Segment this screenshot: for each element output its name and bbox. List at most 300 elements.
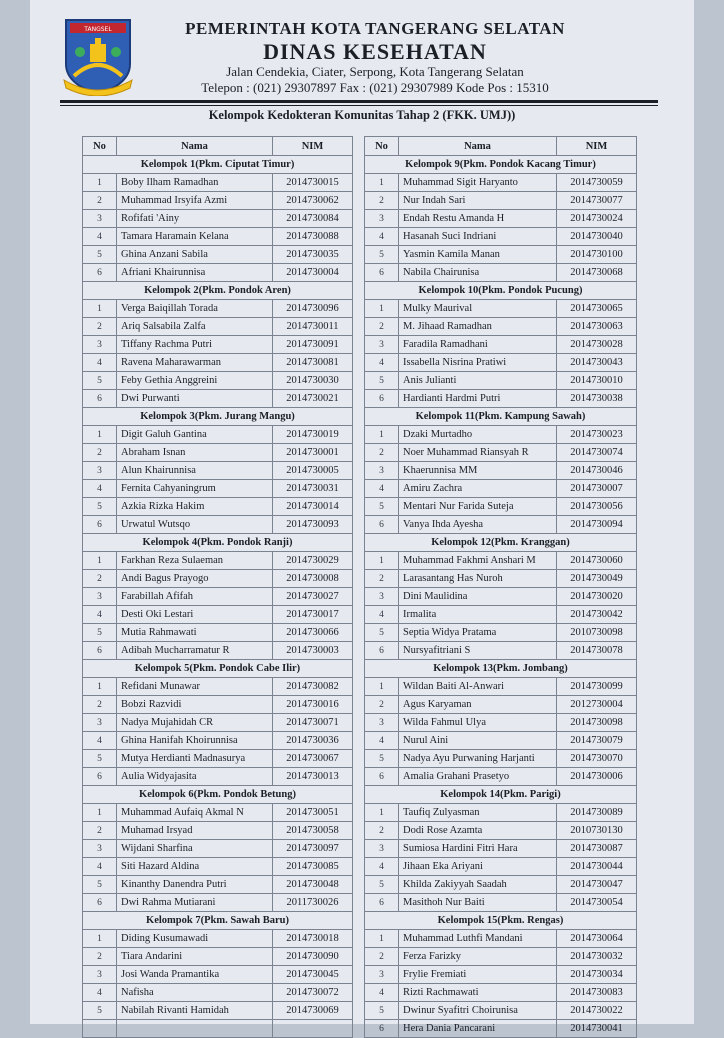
table-row — [83, 930, 353, 948]
cell-nama: Desti Oki Lestari — [117, 606, 273, 624]
cell-nama: Endah Restu Amanda H — [399, 210, 557, 228]
group-table-left — [82, 136, 352, 1038]
cell-nim: 2014730064 — [557, 930, 637, 948]
cell-nim: 2014730077 — [557, 192, 637, 210]
cell-no: 6 — [365, 390, 399, 408]
cell-no: 2 — [83, 696, 117, 714]
cell-no: 1 — [365, 426, 399, 444]
cell-nama: Yasmin Kamila Manan — [399, 246, 557, 264]
cell-nim: 2014730079 — [557, 732, 637, 750]
table-row — [365, 984, 637, 1002]
cell-nim — [273, 1020, 353, 1038]
table-row — [365, 876, 637, 894]
cell-nama: Taufiq Zulyasman — [399, 804, 557, 822]
group-title-row — [365, 282, 637, 300]
table-row — [83, 606, 353, 624]
cell-nim: 2014730071 — [273, 714, 353, 732]
column-header-nim: NIM — [273, 137, 353, 156]
table-row — [365, 354, 637, 372]
table-row — [83, 966, 353, 984]
cell-nim: 2014730029 — [273, 552, 353, 570]
column-header-nama: Nama — [399, 137, 557, 156]
cell-nama: Dwi Purwanti — [117, 390, 273, 408]
group-title: Kelompok 4(Pkm. Pondok Ranji) — [83, 534, 353, 552]
cell-no: 2 — [83, 192, 117, 210]
cell-nim: 2014730091 — [273, 336, 353, 354]
cell-nama: Digit Galuh Gantina — [117, 426, 273, 444]
table-row — [365, 930, 637, 948]
cell-no: 4 — [83, 858, 117, 876]
cell-nama: Kinanthy Danendra Putri — [117, 876, 273, 894]
table-row — [83, 822, 353, 840]
city-logo-emblem — [60, 14, 136, 96]
cell-no: 1 — [83, 678, 117, 696]
cell-nim: 2014730045 — [273, 966, 353, 984]
document-title: Kelompok Kedokteran Komunitas Tahap 2 (FKK. UMJ)) — [208, 108, 516, 122]
cell-no: 2 — [365, 192, 399, 210]
cell-nama: Vanya Ihda Ayesha — [399, 516, 557, 534]
letterhead — [140, 18, 610, 96]
table-row — [365, 552, 637, 570]
table-row — [83, 300, 353, 318]
cell-no: 3 — [83, 966, 117, 984]
table-row — [365, 444, 637, 462]
cell-nama: Verga Baiqillah Torada — [117, 300, 273, 318]
cell-no: 5 — [83, 750, 117, 768]
table-header-row — [365, 137, 637, 156]
cell-no: 2 — [83, 822, 117, 840]
table-row — [83, 948, 353, 966]
table-row — [83, 390, 353, 408]
table-row — [83, 426, 353, 444]
table-row — [365, 624, 637, 642]
cell-nim: 2014730020 — [557, 588, 637, 606]
table-row — [83, 174, 353, 192]
cell-nama: Nursyafitriani S — [399, 642, 557, 660]
table-row — [83, 840, 353, 858]
table-row — [83, 264, 353, 282]
cell-nama: Dodi Rose Azamta — [399, 822, 557, 840]
group-title: Kelompok 9(Pkm. Pondok Kacang Timur) — [365, 156, 637, 174]
cell-nama: Siti Hazard Aldina — [117, 858, 273, 876]
cell-nama: Muhammad Aufaiq Akmal N — [117, 804, 273, 822]
cell-nama: Nur Indah Sari — [399, 192, 557, 210]
cell-nama: Irmalita — [399, 606, 557, 624]
cell-no: 5 — [365, 1002, 399, 1020]
cell-no: 3 — [83, 210, 117, 228]
cell-nim: 2014730060 — [557, 552, 637, 570]
table-row — [83, 246, 353, 264]
table-row — [83, 714, 353, 732]
cell-nim: 2014730067 — [273, 750, 353, 768]
svg-text:TANGSEL: TANGSEL — [84, 26, 112, 33]
cell-no: 3 — [83, 714, 117, 732]
cell-nama: Diding Kusumawadi — [117, 930, 273, 948]
table-row — [365, 714, 637, 732]
group-title-row — [83, 534, 353, 552]
table-row — [83, 552, 353, 570]
cell-nama: Mentari Nur Farida Suteja — [399, 498, 557, 516]
cell-nama: Frylie Fremiati — [399, 966, 557, 984]
table-row — [83, 570, 353, 588]
cell-no: 5 — [83, 1002, 117, 1020]
cell-no: 4 — [365, 858, 399, 876]
table-row — [365, 174, 637, 192]
cell-nama: Rizti Rachmawati — [399, 984, 557, 1002]
group-table-right — [364, 136, 636, 1038]
cell-no: 3 — [365, 588, 399, 606]
cell-no: 4 — [365, 984, 399, 1002]
table-row — [83, 894, 353, 912]
cell-nim: 2014730082 — [273, 678, 353, 696]
cell-nim: 2014730063 — [557, 318, 637, 336]
cell-nama: Larasantang Has Nuroh — [399, 570, 557, 588]
cell-no: 5 — [365, 246, 399, 264]
cell-nim: 2014730044 — [557, 858, 637, 876]
cell-nama: Refidani Munawar — [117, 678, 273, 696]
cell-nim: 2014730096 — [273, 300, 353, 318]
group-title: Kelompok 14(Pkm. Parigi) — [365, 786, 637, 804]
cell-nama: Tiara Andarini — [117, 948, 273, 966]
cell-nama: Septia Widya Pratama — [399, 624, 557, 642]
cell-nim: 2014730065 — [557, 300, 637, 318]
cell-nama: Dini Maulidina — [399, 588, 557, 606]
cell-no: 5 — [365, 624, 399, 642]
cell-no: 6 — [83, 264, 117, 282]
cell-nim: 2014730003 — [273, 642, 353, 660]
cell-nim: 2014730062 — [273, 192, 353, 210]
cell-nama: Sumiosa Hardini Fitri Hara — [399, 840, 557, 858]
cell-nama: Ghina Hanifah Khoirunnisa — [117, 732, 273, 750]
cell-nama: Issabella Nisrina Pratiwi — [399, 354, 557, 372]
table-row — [83, 624, 353, 642]
cell-nim: 2014730027 — [273, 588, 353, 606]
group-title: Kelompok 15(Pkm. Rengas) — [365, 912, 637, 930]
table-row — [83, 678, 353, 696]
cell-no: 3 — [365, 966, 399, 984]
cell-no: 4 — [365, 228, 399, 246]
cell-no: 2 — [83, 948, 117, 966]
cell-no: 3 — [365, 840, 399, 858]
cell-nama: Amalia Grahani Prasetyo — [399, 768, 557, 786]
table-row — [365, 804, 637, 822]
cell-no: 3 — [365, 210, 399, 228]
table-row — [83, 192, 353, 210]
cell-no: 1 — [365, 678, 399, 696]
table-row — [83, 732, 353, 750]
cell-no: 5 — [83, 246, 117, 264]
cell-no: 1 — [83, 174, 117, 192]
group-title-row — [365, 534, 637, 552]
cell-nama: Muhammad Irsyifa Azmi — [117, 192, 273, 210]
cell-nim: 2014730032 — [557, 948, 637, 966]
cell-nim: 2014730010 — [557, 372, 637, 390]
group-title-row — [365, 156, 637, 174]
table-row — [365, 372, 637, 390]
cell-nama: Wijdani Sharfina — [117, 840, 273, 858]
cell-nim: 2014730023 — [557, 426, 637, 444]
cell-no: 3 — [365, 714, 399, 732]
cell-nama: Amiru Zachra — [399, 480, 557, 498]
cell-nim: 2014730090 — [273, 948, 353, 966]
cell-nim: 2014730006 — [557, 768, 637, 786]
cell-nim: 2014730004 — [273, 264, 353, 282]
cell-nim: 2014730030 — [273, 372, 353, 390]
cell-no: 1 — [365, 930, 399, 948]
group-title-row — [83, 912, 353, 930]
cell-nama: Boby Ilham Ramadhan — [117, 174, 273, 192]
cell-nama: Josi Wanda Pramantika — [117, 966, 273, 984]
cell-nama: Nafisha — [117, 984, 273, 1002]
table-row — [83, 804, 353, 822]
group-title: Kelompok 5(Pkm. Pondok Cabe Ilir) — [83, 660, 353, 678]
cell-no: 6 — [83, 642, 117, 660]
cell-nim: 2014730046 — [557, 462, 637, 480]
cell-no — [83, 1020, 117, 1038]
group-title-row — [83, 408, 353, 426]
cell-nim: 2010730130 — [557, 822, 637, 840]
cell-no: 1 — [83, 552, 117, 570]
group-title-row — [365, 912, 637, 930]
cell-nim: 2014730056 — [557, 498, 637, 516]
table-row — [365, 516, 637, 534]
cell-nim: 2014730035 — [273, 246, 353, 264]
cell-nim: 2014730100 — [557, 246, 637, 264]
group-title-row — [83, 282, 353, 300]
cell-nama: Masithoh Nur Baiti — [399, 894, 557, 912]
cell-no: 3 — [365, 462, 399, 480]
cell-nama: Feby Gethia Anggreini — [117, 372, 273, 390]
cell-nim: 2014730024 — [557, 210, 637, 228]
cell-nama: Muhamad Irsyad — [117, 822, 273, 840]
cell-nim: 2014730018 — [273, 930, 353, 948]
table-row — [83, 768, 353, 786]
cell-nim: 2014730031 — [273, 480, 353, 498]
cell-nim: 2014730059 — [557, 174, 637, 192]
cell-no: 1 — [83, 300, 117, 318]
cell-nama: Urwatul Wutsqo — [117, 516, 273, 534]
cell-nim: 2014730040 — [557, 228, 637, 246]
column-header-no: No — [83, 137, 117, 156]
cell-nim: 2014730041 — [557, 1020, 637, 1038]
cell-nama: Nabila Chairunisa — [399, 264, 557, 282]
cell-nama: Tamara Haramain Kelana — [117, 228, 273, 246]
cell-nim: 2014730088 — [273, 228, 353, 246]
cell-nama: Jihaan Eka Ariyani — [399, 858, 557, 876]
cell-no: 1 — [83, 930, 117, 948]
cell-nama: Ravena Maharawarman — [117, 354, 273, 372]
cell-nim: 2014730089 — [557, 804, 637, 822]
cell-nama: Dzaki Murtadho — [399, 426, 557, 444]
cell-nim: 2014730021 — [273, 390, 353, 408]
cell-no: 4 — [83, 354, 117, 372]
table-row — [365, 1020, 637, 1038]
cell-nim: 2014730019 — [273, 426, 353, 444]
cell-no: 6 — [365, 516, 399, 534]
cell-nama: Nadya Ayu Purwaning Harjanti — [399, 750, 557, 768]
group-title-row — [83, 156, 353, 174]
table-row — [365, 228, 637, 246]
cell-nim: 2014730005 — [273, 462, 353, 480]
cell-nim: 2014730036 — [273, 732, 353, 750]
cell-nim: 2014730049 — [557, 570, 637, 588]
cell-nama: Andi Bagus Prayogo — [117, 570, 273, 588]
agency-address: Jalan Cendekia, Ciater, Serpong, Kota Tangerang Selatan — [226, 64, 524, 79]
cell-nim: 2014730085 — [273, 858, 353, 876]
cell-nim: 2014730099 — [557, 678, 637, 696]
cell-nama: Bobzi Razvidi — [117, 696, 273, 714]
table-row — [83, 642, 353, 660]
cell-no: 2 — [365, 822, 399, 840]
table-row — [83, 1020, 353, 1038]
cell-nama: Afriani Khairunnisa — [117, 264, 273, 282]
cell-no: 2 — [365, 696, 399, 714]
table-row — [365, 588, 637, 606]
cell-nama: Agus Karyaman — [399, 696, 557, 714]
cell-no: 3 — [83, 588, 117, 606]
cell-no: 6 — [365, 768, 399, 786]
table-row — [83, 1002, 353, 1020]
cell-nim: 2014730083 — [557, 984, 637, 1002]
cell-nim: 2014730084 — [273, 210, 353, 228]
table-row — [365, 858, 637, 876]
table-row — [83, 372, 353, 390]
cell-no: 5 — [365, 876, 399, 894]
group-title: Kelompok 10(Pkm. Pondok Pucung) — [365, 282, 637, 300]
table-row — [365, 678, 637, 696]
cell-nama: Farkhan Reza Sulaeman — [117, 552, 273, 570]
cell-nim: 2014730008 — [273, 570, 353, 588]
cell-nim: 2014730047 — [557, 876, 637, 894]
cell-nim: 2014730078 — [557, 642, 637, 660]
cell-no: 4 — [365, 480, 399, 498]
cell-nama: Wilda Fahmul Ulya — [399, 714, 557, 732]
cell-nim: 2014730074 — [557, 444, 637, 462]
cell-nim: 2014730066 — [273, 624, 353, 642]
table-row — [365, 318, 637, 336]
group-title: Kelompok 2(Pkm. Pondok Aren) — [83, 282, 353, 300]
group-title: Kelompok 1(Pkm. Ciputat Timur) — [83, 156, 353, 174]
cell-no: 4 — [83, 732, 117, 750]
cell-no: 1 — [83, 426, 117, 444]
cell-no: 1 — [365, 804, 399, 822]
table-row — [83, 876, 353, 894]
cell-no: 1 — [83, 804, 117, 822]
cell-no: 2 — [365, 570, 399, 588]
cell-nama: Nadya Mujahidah CR — [117, 714, 273, 732]
group-title: Kelompok 11(Pkm. Kampung Sawah) — [365, 408, 637, 426]
table-row — [83, 498, 353, 516]
cell-no: 2 — [365, 318, 399, 336]
table-row — [83, 588, 353, 606]
cell-nama: Mutya Herdianti Madnasurya — [117, 750, 273, 768]
table-row — [83, 516, 353, 534]
table-row — [83, 984, 353, 1002]
cell-nama: Farabillah Afifah — [117, 588, 273, 606]
cell-nim: 2014730011 — [273, 318, 353, 336]
table-row — [365, 300, 637, 318]
table-row — [83, 444, 353, 462]
cell-nama: Mulky Maurival — [399, 300, 557, 318]
cell-nama: Rofifati 'Ainy — [117, 210, 273, 228]
group-title-row — [83, 660, 353, 678]
cell-no: 2 — [365, 948, 399, 966]
table-row — [365, 390, 637, 408]
table-row — [365, 606, 637, 624]
group-title: Kelompok 7(Pkm. Sawah Baru) — [83, 912, 353, 930]
letterhead-rule-thick — [60, 100, 658, 103]
cell-nama: Abraham Isnan — [117, 444, 273, 462]
cell-nim: 2014730097 — [273, 840, 353, 858]
cell-nama: Ariq Salsabila Zalfa — [117, 318, 273, 336]
cell-no: 2 — [83, 318, 117, 336]
cell-nim: 2014730038 — [557, 390, 637, 408]
cell-nim: 2014730098 — [557, 714, 637, 732]
cell-no: 5 — [83, 876, 117, 894]
group-title: Kelompok 13(Pkm. Jombang) — [365, 660, 637, 678]
cell-nim: 2014730072 — [273, 984, 353, 1002]
cell-no: 4 — [365, 606, 399, 624]
table-row — [365, 192, 637, 210]
cell-nama: Tiffany Rachma Putri — [117, 336, 273, 354]
cell-nim: 2014730068 — [557, 264, 637, 282]
cell-nim: 2014730016 — [273, 696, 353, 714]
cell-nama: Dwinur Syafitri Choirunisa — [399, 1002, 557, 1020]
table-row — [83, 462, 353, 480]
column-header-nama: Nama — [117, 137, 273, 156]
cell-nama: Faradila Ramadhani — [399, 336, 557, 354]
table-row — [365, 696, 637, 714]
cell-no: 3 — [83, 840, 117, 858]
cell-nim: 2014730094 — [557, 516, 637, 534]
group-title-row — [365, 660, 637, 678]
cell-no: 5 — [365, 498, 399, 516]
cell-no: 6 — [365, 642, 399, 660]
cell-no: 4 — [83, 480, 117, 498]
table-row — [83, 228, 353, 246]
table-row — [365, 426, 637, 444]
cell-nim: 2014730058 — [273, 822, 353, 840]
cell-no: 6 — [365, 264, 399, 282]
table-row — [83, 318, 353, 336]
cell-nim: 2014730007 — [557, 480, 637, 498]
cell-nama: Adibah Mucharramatur R — [117, 642, 273, 660]
column-header-nim: NIM — [557, 137, 637, 156]
cell-no: 2 — [83, 570, 117, 588]
cell-nim: 2014730093 — [273, 516, 353, 534]
cell-nim: 2014730028 — [557, 336, 637, 354]
cell-no: 2 — [365, 444, 399, 462]
cell-nim: 2014730017 — [273, 606, 353, 624]
cell-no: 5 — [365, 750, 399, 768]
table-row — [365, 822, 637, 840]
cell-nim: 2014730054 — [557, 894, 637, 912]
group-title-row — [365, 408, 637, 426]
table-row — [365, 966, 637, 984]
table-row — [365, 210, 637, 228]
group-title: Kelompok 12(Pkm. Kranggan) — [365, 534, 637, 552]
cell-no: 4 — [83, 606, 117, 624]
cell-nim: 2010730098 — [557, 624, 637, 642]
cell-nama: Noer Muhammad Riansyah R — [399, 444, 557, 462]
table-row — [83, 696, 353, 714]
column-header-no: No — [365, 137, 399, 156]
cell-nim: 2014730034 — [557, 966, 637, 984]
cell-no: 1 — [365, 300, 399, 318]
table-row — [83, 858, 353, 876]
group-title: Kelompok 3(Pkm. Jurang Mangu) — [83, 408, 353, 426]
cell-nim: 2014730014 — [273, 498, 353, 516]
